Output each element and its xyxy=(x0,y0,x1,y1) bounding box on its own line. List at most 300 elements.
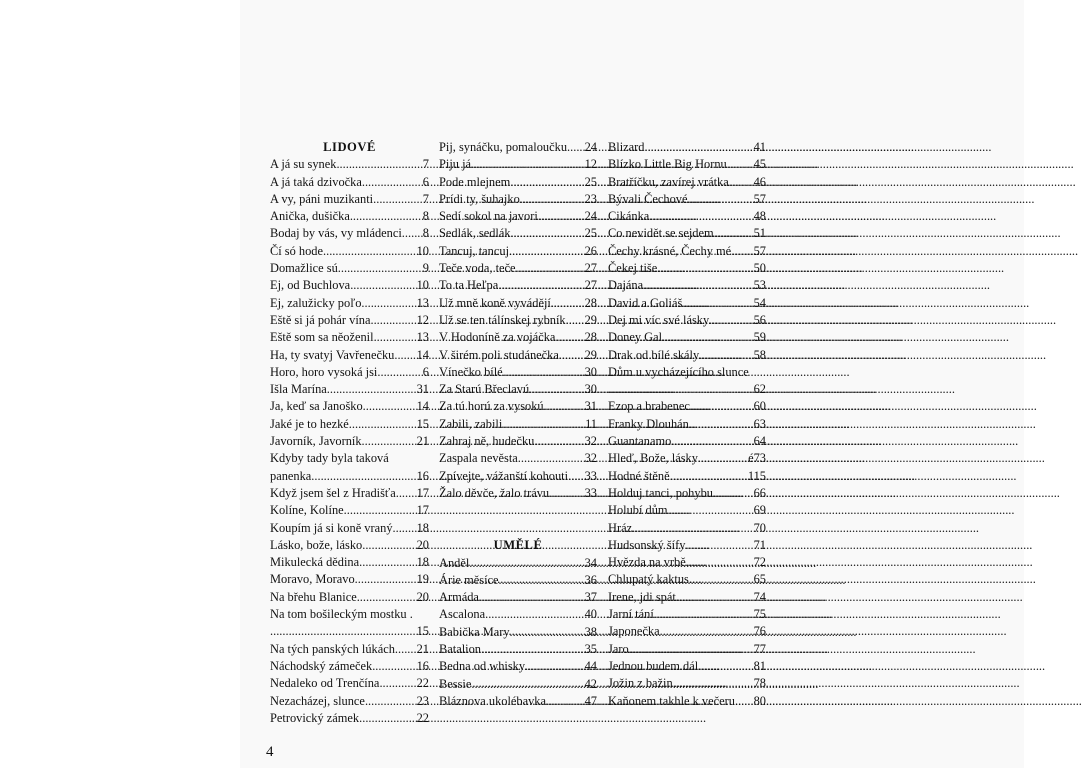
toc-entry-page: 77 xyxy=(753,641,766,656)
toc-entry-page: 59 xyxy=(753,330,766,345)
toc-entry-title: Petrovický zámek xyxy=(270,710,360,725)
leader-dots xyxy=(685,537,753,554)
toc-entry-title: Drak od bílé skály xyxy=(608,347,700,362)
toc-entry-page: 29 xyxy=(584,312,597,327)
toc-entry xyxy=(608,554,766,571)
toc-entry-title: Lásko, bože, lásko xyxy=(270,537,363,552)
toc-entry-title: Prídi ty, šuhajko xyxy=(439,191,520,206)
toc-entry-title: Jednou budem dál xyxy=(608,658,699,673)
toc-entry-page: 22 xyxy=(416,676,429,691)
toc-entry-title: David a Goliáš xyxy=(608,295,683,310)
toc-entry-title: Guantanamo xyxy=(608,434,672,449)
toc-entry xyxy=(608,208,766,225)
toc-entry xyxy=(270,364,429,381)
toc-entry xyxy=(439,433,597,450)
toc-entry-title: Armáda xyxy=(439,590,479,605)
leader-dots xyxy=(510,174,584,191)
toc-entry-page: 37 xyxy=(584,590,597,605)
leader-dots xyxy=(689,571,754,588)
toc-entry-page: 38 xyxy=(584,624,597,639)
toc-entry xyxy=(608,191,766,208)
toc-entry-title: Árie měsíce xyxy=(439,572,499,587)
toc-entry-title: Jožin z bažin xyxy=(608,676,673,691)
leader-dots xyxy=(654,606,754,623)
toc-entry-page: 46 xyxy=(753,174,766,189)
toc-entry-page: 75 xyxy=(753,607,766,622)
leader-dots xyxy=(338,260,423,277)
leader-dots xyxy=(503,364,585,381)
toc-entry-title: Za tú horú za vysokú xyxy=(439,399,544,414)
leader-dots xyxy=(689,416,754,433)
toc-entry xyxy=(439,260,597,277)
toc-entry-page: 62 xyxy=(753,382,766,397)
toc-entry xyxy=(608,139,766,156)
toc-entry-page: 30 xyxy=(584,382,597,397)
toc-entry xyxy=(608,693,766,710)
leader-dots xyxy=(362,537,416,554)
leader-dots xyxy=(327,381,417,398)
toc-entry xyxy=(270,537,429,554)
leader-dots xyxy=(546,693,585,710)
toc-entry xyxy=(439,139,597,156)
toc-entry-page: 24 xyxy=(584,140,597,154)
leader-dots xyxy=(520,191,585,208)
leader-dots xyxy=(525,658,585,675)
toc-entry-title: Ascalona xyxy=(439,607,486,622)
toc-entry xyxy=(439,329,597,346)
toc-entry-title: Bláznova ukolébavka xyxy=(439,693,547,708)
leader-dots xyxy=(682,295,753,312)
leader-dots xyxy=(529,381,584,398)
leader-dots xyxy=(671,433,753,450)
toc-entry xyxy=(608,468,766,485)
toc-entry-page: 27 xyxy=(584,261,597,276)
toc-entry xyxy=(270,416,429,433)
toc-entry-title: Bessie xyxy=(439,676,472,691)
leader-dots xyxy=(355,571,417,588)
toc-entry xyxy=(270,225,429,242)
leader-dots xyxy=(361,295,416,312)
leader-dots xyxy=(688,191,754,208)
toc-entry-page: 50 xyxy=(753,261,766,276)
toc-entry-title: Náchodský zámeček xyxy=(270,658,373,673)
toc-entry-page: 14 xyxy=(416,347,429,362)
toc-entry-title: Hleď, Bože, lásky xyxy=(608,451,698,466)
toc-entry-page: 28 xyxy=(584,295,597,310)
toc-entry-page: 27 xyxy=(584,278,597,293)
toc-entry-title: Teče voda, teče xyxy=(439,261,516,276)
toc-entry-title: Hvězda na vrbě xyxy=(608,555,686,570)
toc-entry xyxy=(270,693,429,710)
toc-entry-page: 63 xyxy=(753,416,766,431)
leader-dots xyxy=(516,260,585,277)
toc-entry-page: 58 xyxy=(753,347,766,362)
toc-entry-title: A vy, páni muzikanti xyxy=(270,191,374,206)
leader-dots xyxy=(567,139,585,156)
toc-entry-title: Za Starú Břeclavú xyxy=(439,382,530,397)
toc-entry xyxy=(608,225,766,242)
toc-entry-page: 25 xyxy=(584,174,597,189)
leader-dots xyxy=(373,191,423,208)
toc-entry-title: Ja, keď sa Janoško xyxy=(270,399,363,414)
leader-dots xyxy=(374,329,417,346)
leader-dots xyxy=(362,174,423,191)
toc-entry-title: Pij, synáčku, pomaloučku xyxy=(439,140,568,154)
toc-entry-page: 23 xyxy=(416,693,429,708)
leader-dots xyxy=(670,468,748,485)
leader-dots xyxy=(393,520,417,537)
toc-entry xyxy=(270,208,429,225)
leader-dots xyxy=(709,312,753,329)
toc-entry-title: Domažlice sú xyxy=(270,261,338,276)
toc-entry-page: 17 xyxy=(416,503,429,518)
leader-dots xyxy=(510,624,585,641)
leader-dots xyxy=(344,502,417,519)
toc-entry-title: Bedna od whisky xyxy=(439,659,526,674)
toc-entry-page: 33 xyxy=(584,485,597,500)
toc-entry-page: 33 xyxy=(584,468,597,483)
toc-entry xyxy=(439,624,597,641)
toc-entry xyxy=(270,433,429,450)
leader-dots xyxy=(676,589,754,606)
toc-entry xyxy=(608,571,766,588)
toc-entry-title: Horo, horo vysoká jsi xyxy=(270,364,378,379)
toc-entry-page: 20 xyxy=(416,589,429,604)
toc-entry xyxy=(439,398,597,415)
leader-dots xyxy=(372,658,416,675)
toc-entry-title: Anička, dušička xyxy=(270,209,350,224)
toc-entry xyxy=(608,398,766,415)
leader-dots xyxy=(686,554,754,571)
leader-dots xyxy=(544,398,585,415)
toc-entry xyxy=(608,243,766,260)
toc-entry-title: Už se ten tálínskej rybník xyxy=(439,312,566,327)
leader-dots xyxy=(690,398,754,415)
toc-column-1 xyxy=(270,139,429,727)
toc-entry-page: 51 xyxy=(753,226,766,241)
toc-entry xyxy=(608,450,766,467)
toc-entry xyxy=(270,623,429,640)
leader-dots xyxy=(471,676,584,693)
toc-entry xyxy=(439,572,597,589)
toc-entry-page: 8 xyxy=(422,226,429,241)
toc-entry xyxy=(608,589,766,606)
leader-dots xyxy=(362,433,417,450)
toc-entry-page: 32 xyxy=(584,434,597,449)
toc-entry xyxy=(270,502,429,519)
leader-dots xyxy=(365,693,417,710)
toc-entry-page: 14 xyxy=(416,399,429,414)
leader-dots xyxy=(336,156,422,173)
toc-entry xyxy=(439,416,597,433)
toc-entry-page: 9 xyxy=(422,261,429,276)
toc-entry xyxy=(608,641,766,658)
toc-entry-title: Holduj tanci, pohybu xyxy=(608,485,713,500)
leader-dots xyxy=(632,520,754,537)
leader-dots xyxy=(394,347,416,364)
toc-entry-page: 21 xyxy=(416,641,429,656)
toc-entry-title: Blízko Little Big Hornu xyxy=(608,157,727,172)
toc-entry xyxy=(270,675,429,692)
toc-entry-page: 18 xyxy=(416,520,429,535)
toc-entry-title: Doney Gal xyxy=(608,330,663,345)
toc-entry-title: Čechy krásné, Čechy mé xyxy=(608,243,732,258)
leader-dots xyxy=(714,225,754,242)
toc-entry-title: Sedí sokol na javori xyxy=(439,209,538,224)
toc-entry-page: 74 xyxy=(753,589,766,604)
leader-dots xyxy=(608,381,754,398)
toc-entry xyxy=(608,485,766,502)
toc-entry-page: 31 xyxy=(416,382,429,397)
leader-dots xyxy=(643,277,754,294)
toc-entry-title: Zpívejte, vážanští kohouti xyxy=(439,468,569,483)
section-heading-umele: UMĚLÉ xyxy=(493,538,543,553)
toc-entry-title: A já taká dzivočka xyxy=(270,174,362,189)
toc-entry-title: Blizard xyxy=(608,140,645,154)
leader-dots xyxy=(402,225,423,242)
toc-entry-page: 29 xyxy=(584,347,597,362)
toc-entry-title: Bratříčku, zavírej vrátka xyxy=(608,174,729,189)
toc-entry-page: 56 xyxy=(753,312,766,327)
toc-entry-page: 6 xyxy=(422,174,429,189)
toc-entry-page: 78 xyxy=(753,676,766,691)
leader-dots xyxy=(323,243,417,260)
toc-entry xyxy=(608,174,766,191)
toc-entry xyxy=(439,658,597,675)
leader-dots xyxy=(731,243,753,260)
toc-entry xyxy=(270,277,429,294)
toc-entry xyxy=(608,606,766,623)
toc-entry-page: 19 xyxy=(416,572,429,587)
toc-entry-title: A já su synek xyxy=(270,157,337,172)
toc-entry-page: é73 xyxy=(748,451,766,466)
toc-entry xyxy=(439,606,597,623)
toc-entry-page: 32 xyxy=(584,451,597,466)
toc-entry xyxy=(270,554,429,571)
leader-dots xyxy=(538,208,585,225)
toc-entry-title: Mikulecká dědina xyxy=(270,555,360,570)
leader-dots xyxy=(359,710,416,727)
leader-dots xyxy=(698,658,753,675)
toc-entry-page: 48 xyxy=(753,209,766,224)
toc-entry-page: 45 xyxy=(753,157,766,172)
toc-entry xyxy=(439,312,597,329)
toc-entry xyxy=(439,295,597,312)
toc-entry-title: Franky Dlouhán xyxy=(608,416,689,431)
toc-entry xyxy=(439,589,597,606)
toc-entry-title: Eště si já pohár vína xyxy=(270,312,371,327)
leader-dots xyxy=(357,589,417,606)
toc-entry-title: To ta Heľpa xyxy=(439,278,499,293)
toc-entry-title: Jarní tání xyxy=(608,607,654,622)
toc-entry-title: Cikánka xyxy=(608,209,650,224)
toc-entry-continuation: panenka xyxy=(270,468,312,483)
toc-entry-page: 65 xyxy=(753,572,766,587)
leader-dots xyxy=(629,641,754,658)
toc-entry xyxy=(270,468,429,485)
toc-entry xyxy=(270,191,429,208)
toc-entry xyxy=(270,260,429,277)
toc-entry xyxy=(439,693,597,710)
toc-entry-page: 8 xyxy=(422,209,429,224)
toc-entry-page: 34 xyxy=(584,555,597,570)
toc-column-3 xyxy=(608,139,766,710)
toc-entry-page: 81 xyxy=(753,658,766,673)
toc-entry-title: Hráz xyxy=(608,520,633,535)
leader-dots xyxy=(363,398,417,415)
leader-dots xyxy=(350,277,416,294)
toc-entry-page: 7 xyxy=(422,191,429,206)
leader-dots xyxy=(350,208,423,225)
toc-entry-page: 16 xyxy=(416,468,429,483)
leader-dots xyxy=(649,208,753,225)
toc-entry-title: Na břehu Blanice xyxy=(270,589,357,604)
leader-dots xyxy=(498,277,584,294)
toc-entry-title: Ej, od Buchlova xyxy=(270,278,351,293)
toc-entry-page: 18 xyxy=(416,555,429,570)
leader-dots xyxy=(499,572,585,589)
toc-entry xyxy=(270,295,429,312)
leader-dots xyxy=(359,554,416,571)
toc-entry-title: Zaspala nevěsta xyxy=(439,451,518,466)
toc-entry-title: Išla Marína xyxy=(270,382,327,397)
toc-entry xyxy=(270,398,429,415)
toc-entry xyxy=(608,537,766,554)
toc-entry-page: 6 xyxy=(422,364,429,379)
toc-entry-title: Kdyby tady byla taková xyxy=(270,451,389,466)
toc-entry-page: 115 xyxy=(747,468,766,483)
toc-entry xyxy=(608,312,766,329)
toc-entry-page: 60 xyxy=(753,399,766,414)
toc-entry-page: 10 xyxy=(416,278,429,293)
toc-entry-title: Javorník, Javorník xyxy=(270,434,362,449)
toc-entry xyxy=(608,381,766,398)
toc-entry xyxy=(270,571,429,588)
toc-entry-title: Zabili, zabili xyxy=(439,416,503,431)
toc-entry-title: Čekej tiše xyxy=(608,261,658,276)
leader-dots xyxy=(559,347,585,364)
toc-entry-page: 36 xyxy=(584,572,597,587)
toc-entry-page: 72 xyxy=(753,555,766,570)
toc-entry xyxy=(439,641,597,658)
leader-dots xyxy=(662,329,754,346)
toc-entry-title: Když jsem šel z Hradišťa xyxy=(270,485,396,500)
toc-entry-title: Hudsonský šífy xyxy=(608,537,686,552)
toc-entry-page: 16 xyxy=(416,658,429,673)
leader-dots xyxy=(735,693,754,710)
toc-entry-page: 69 xyxy=(753,503,766,518)
toc-entry xyxy=(439,191,597,208)
leader-dots xyxy=(698,450,748,467)
leader-dots xyxy=(379,675,416,692)
toc-entry-page: 57 xyxy=(753,191,766,206)
toc-entry xyxy=(439,243,597,260)
leader-dots xyxy=(713,485,754,502)
toc-entry-title: Vínečko bílé xyxy=(439,364,503,379)
leader-dots xyxy=(551,295,585,312)
toc-entry xyxy=(270,520,429,537)
toc-entry xyxy=(608,260,766,277)
toc-entry-title: Zahraj ně, hudečku xyxy=(439,434,535,449)
toc-entry-page: 23 xyxy=(584,191,597,206)
toc-entry-page: 30 xyxy=(584,364,597,379)
toc-entry xyxy=(439,347,597,364)
toc-entry-page: 15 xyxy=(416,624,429,639)
leader-dots xyxy=(699,347,753,364)
toc-entry xyxy=(608,329,766,346)
toc-entry xyxy=(270,485,429,502)
section-gap xyxy=(439,502,597,537)
toc-entry-title: Jaké je to hezké xyxy=(270,416,349,431)
toc-entry xyxy=(608,277,766,294)
toc-entry-page: 42 xyxy=(584,676,597,691)
toc-entry-title: Dajána xyxy=(608,278,644,293)
toc-entry xyxy=(439,555,597,572)
toc-entry xyxy=(270,381,429,398)
toc-entry xyxy=(439,225,597,242)
toc-entry xyxy=(608,347,766,364)
leader-dots xyxy=(657,260,753,277)
toc-entry xyxy=(439,364,597,381)
toc-entry xyxy=(608,416,766,433)
leader-dots xyxy=(660,623,754,640)
toc-entry xyxy=(270,156,429,173)
toc-entry-title: Bodaj by vás, vy mládenci xyxy=(270,226,402,241)
toc-entry-page: 76 xyxy=(753,624,766,639)
toc-entry xyxy=(608,520,766,537)
leader-dots xyxy=(502,416,585,433)
toc-entry xyxy=(270,174,429,191)
toc-entry-page: 28 xyxy=(584,330,597,345)
toc-entry-page: 21 xyxy=(416,434,429,449)
toc-entry-page: 12 xyxy=(416,312,429,327)
toc-entry-title: Kaňonem takhle k večeru xyxy=(608,693,735,708)
toc-entry-title: Eště som sa něoženil xyxy=(270,330,374,345)
toc-entry-page: 40 xyxy=(584,607,597,622)
toc-entry-title: Ej, zalužicky poľo xyxy=(270,295,362,310)
toc-entry-page: 22 xyxy=(416,710,429,725)
toc-entry-page: 80 xyxy=(753,693,766,708)
leader-dots xyxy=(485,606,585,623)
leader-dots xyxy=(471,156,585,173)
toc-column-2 xyxy=(439,139,597,710)
leader-dots xyxy=(727,156,754,173)
toc-entry-page: 31 xyxy=(584,399,597,414)
toc-entry-page: 53 xyxy=(753,278,766,293)
leader-dots xyxy=(396,485,417,502)
toc-entry-title: Čí só hode xyxy=(270,243,324,258)
toc-entry-page: 10 xyxy=(416,243,429,258)
toc-entry xyxy=(439,450,597,467)
leader-dots xyxy=(729,174,754,191)
toc-entry-page: 12 xyxy=(584,157,597,172)
toc-entry xyxy=(439,208,597,225)
leader-dots xyxy=(549,485,585,502)
toc-entry-title: Babička Mary xyxy=(439,624,510,639)
toc-entry-page: 66 xyxy=(753,485,766,500)
section-heading-lidove: LIDOVÉ xyxy=(323,140,376,154)
toc-entry-page: 11 xyxy=(585,416,597,431)
toc-entry-title: V Hodoníně za vojáčka xyxy=(439,330,556,345)
toc-entry xyxy=(608,675,766,692)
toc-entry xyxy=(439,174,597,191)
toc-entry-title: Hodné štěně xyxy=(608,468,670,483)
toc-entry-title: Nezacházej, slunce xyxy=(270,693,365,708)
toc-entry-title: Tancuj, tancuj xyxy=(439,243,510,258)
toc-entry-title: Ha, ty svatyj Vavřenečku xyxy=(270,347,395,362)
leader-dots xyxy=(511,225,585,242)
leader-dots xyxy=(469,555,584,572)
